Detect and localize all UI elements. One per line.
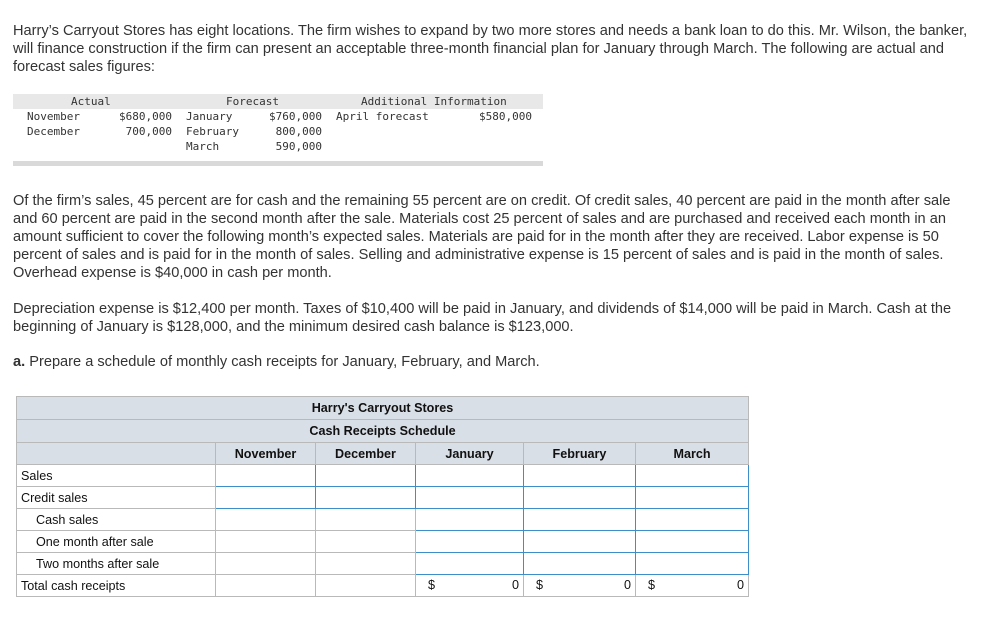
forecast-amount: 800,000 — [275, 125, 322, 138]
total-january-value: 0 — [511, 578, 519, 592]
forecast-amount: $760,000 — [269, 110, 322, 123]
forecast-month: January — [186, 110, 233, 123]
row-label-total: Total cash receipts — [17, 575, 216, 597]
row-label-one-month: One month after sale — [17, 531, 216, 553]
sales-november-input[interactable] — [216, 465, 316, 487]
empty-cell — [216, 575, 316, 597]
empty-cell — [316, 509, 416, 531]
blank-header — [17, 443, 216, 465]
empty-cell — [216, 553, 316, 575]
row-label-sales: Sales — [17, 465, 216, 487]
total-march-value: 0 — [736, 578, 744, 592]
actual-amount: 700,000 — [125, 125, 172, 138]
credit-sales-january-input[interactable] — [416, 487, 524, 509]
actual-header: Actual — [71, 95, 111, 108]
depreciation-taxes-paragraph: Depreciation expense is $12,400 per month. Taxes of $10,400 will be paid in January, and dividends of $14,000 will be paid in March. Cash at the beginning of January is $128,000, and the minimum desired cash balance is $123,000. — [13, 301, 952, 335]
credit-sales-december-input[interactable] — [316, 487, 416, 509]
april-forecast-amount: $580,000 — [479, 110, 532, 123]
april-forecast-label: April forecast — [336, 110, 429, 123]
sales-january-input[interactable] — [416, 465, 524, 487]
forecast-month: March — [186, 140, 220, 153]
row-total — [17, 575, 749, 597]
actual-amount: $680,000 — [119, 110, 172, 123]
empty-cell — [216, 509, 316, 531]
empty-cell — [316, 531, 416, 553]
actual-month: November — [27, 110, 80, 123]
schedule-subtitle: Cash Receipts Schedule — [17, 420, 749, 443]
forecast-amount: 590,000 — [275, 140, 322, 153]
total-february-value: 0 — [623, 578, 631, 592]
currency-symbol: $ — [536, 578, 544, 592]
part-a-question — [13, 353, 978, 371]
one-month-march-input[interactable] — [636, 531, 749, 553]
two-months-march-input[interactable] — [636, 553, 749, 575]
row-credit-sales — [17, 487, 749, 509]
empty-cell — [216, 531, 316, 553]
currency-symbol: $ — [648, 578, 656, 592]
two-months-february-input[interactable] — [524, 553, 636, 575]
total-january — [416, 575, 524, 597]
col-february: February — [524, 443, 636, 465]
cash-sales-march-input[interactable] — [636, 509, 749, 531]
sales-assumptions: Of the firm’s sales, 45 percent are for cash and the remaining 55 percent are on credit. Of credit sales, 40 percent are paid in the month after sale and 60 percent are paid in the second month after the sale. Materials cost 25 percent of sales and are purchased and received each month in an amount sufficient to cover the following month’s expected sales. Materials are paid for in the month after they are received. Labor expense is 50 percent of sales and is paid for in the month of sales. Selling and administrative expense is 15 percent of sales and is paid in the month of sales. Overhead expense is $40,000 in cash per month. — [13, 193, 951, 281]
credit-sales-march-input[interactable] — [636, 487, 749, 509]
additional-header: Additional Information — [361, 95, 507, 108]
empty-cell — [316, 575, 416, 597]
sales-march-input[interactable] — [636, 465, 749, 487]
col-january: January — [416, 443, 524, 465]
credit-sales-february-input[interactable] — [524, 487, 636, 509]
col-march: March — [636, 443, 749, 465]
one-month-february-input[interactable] — [524, 531, 636, 553]
row-one-month — [17, 531, 749, 553]
sales-december-input[interactable] — [316, 465, 416, 487]
two-months-january-input[interactable] — [416, 553, 524, 575]
empty-cell — [316, 553, 416, 575]
col-december: December — [316, 443, 416, 465]
problem-intro: Harry’s Carryout Stores has eight locations. The firm wishes to expand by two more stores and needs a bank loan to do this. Mr. Wilson, the banker, will finance construction if the firm can present an acceptable three-month financial plan for January through March. The following are actual and forecast sales figures: — [13, 23, 968, 75]
sales-table-bottom-rule — [13, 161, 543, 166]
cash-sales-february-input[interactable] — [524, 509, 636, 531]
row-cash-sales — [17, 509, 749, 531]
part-a-letter: a. — [13, 354, 26, 370]
row-label-cash-sales: Cash sales — [17, 509, 216, 531]
actual-month: December — [27, 125, 80, 138]
credit-sales-november-input[interactable] — [216, 487, 316, 509]
part-a-text: Prepare a schedule of monthly cash receipts for January, February, and March. — [29, 354, 540, 370]
total-march — [636, 575, 749, 597]
cash-receipts-schedule — [16, 396, 749, 597]
row-label-credit-sales: Credit sales — [17, 487, 216, 509]
row-two-months — [17, 553, 749, 575]
sales-february-input[interactable] — [524, 465, 636, 487]
row-sales — [17, 465, 749, 487]
currency-symbol: $ — [428, 578, 436, 592]
cash-sales-january-input[interactable] — [416, 509, 524, 531]
row-label-two-months: Two months after sale — [17, 553, 216, 575]
forecast-month: February — [186, 125, 239, 138]
col-november: November — [216, 443, 316, 465]
total-february — [524, 575, 636, 597]
one-month-january-input[interactable] — [416, 531, 524, 553]
sales-figures-table — [13, 94, 543, 166]
forecast-header: Forecast — [226, 95, 279, 108]
schedule-title: Harry's Carryout Stores — [17, 397, 749, 420]
